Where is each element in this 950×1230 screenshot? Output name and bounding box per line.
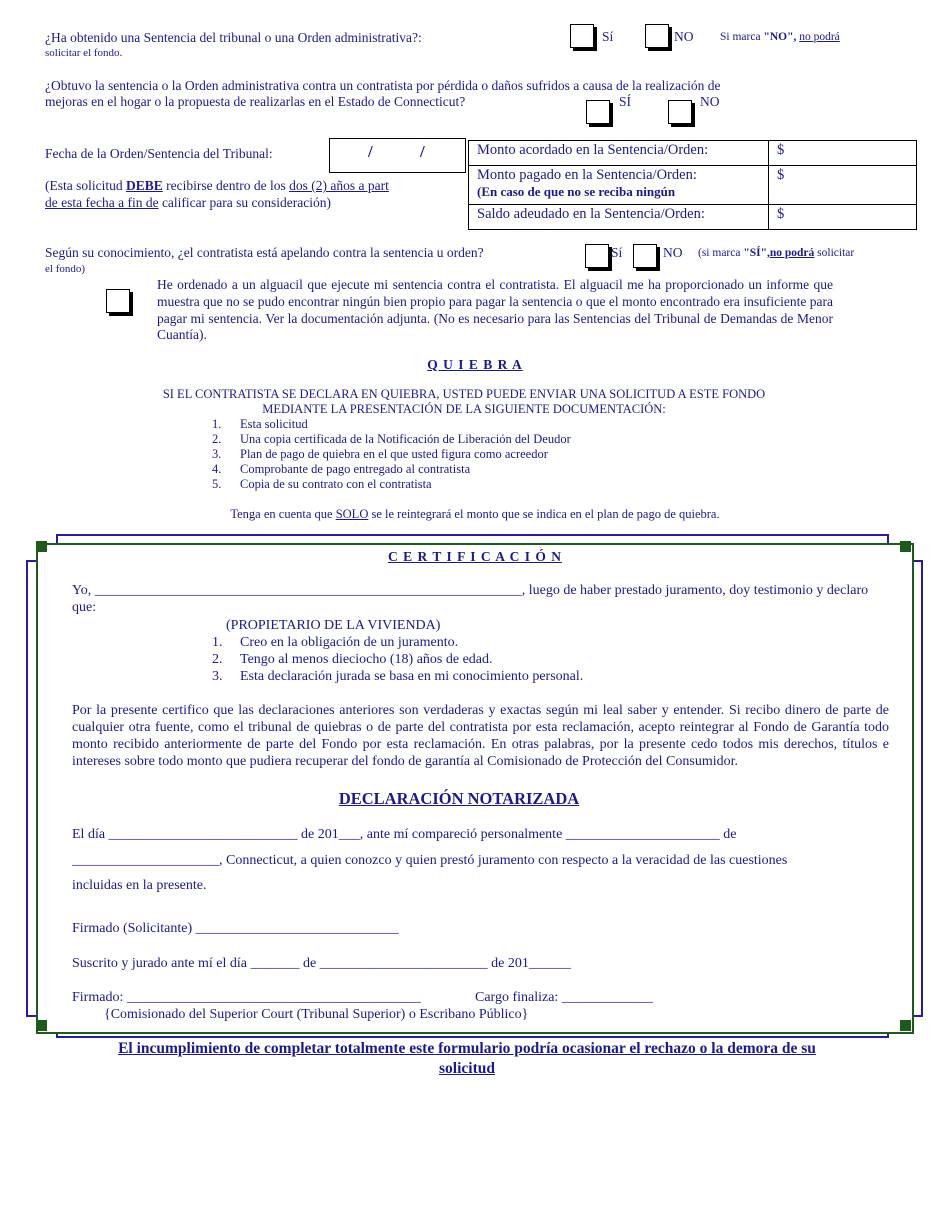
bankruptcy-note-b: se le reintegrará el monto que se indica en el plan de pago de quiebra.: [368, 507, 720, 521]
date-note-must: DEBE: [126, 178, 163, 193]
list-number: 4.: [212, 462, 222, 476]
date-note-a: (Esta solicitud: [45, 178, 126, 193]
corner-square-icon: [900, 1020, 911, 1031]
list-number: 5.: [212, 477, 222, 491]
amount-sublabel: (En caso de que no se reciba ningún: [477, 184, 676, 199]
list-number: 2.: [212, 652, 223, 667]
list-text: Plan de pago de quiebra en el que usted figura como acreedor: [240, 447, 548, 461]
date-note-line2-u: de esta fecha a fin de: [45, 195, 159, 210]
certification-title: C E R T I F I C A C I Ó N: [387, 549, 563, 564]
q1-yes-checkbox[interactable]: [570, 24, 594, 48]
amount-row: [469, 166, 917, 205]
certification-paragraph: Por la presente certifico que las declaraciones anteriores son verdaderas y exactas según mi leal saber y entender. Si recibo dinero de parte de cualquier otra fuente, como el tribunal de quiebras o de parte del contratista por esta reclamación, acepto reintegrar al Fondo de Garantía todo monto recibido anteriormente de parte del Fondo por esta reclamación. En otras palabras, por la presente cedo todos mis derechos, títulos e intereses sobre todo monto que pudiera recuperar del fondo de garantía al Comisionado de Protección del Consumidor.: [72, 703, 889, 769]
bankruptcy-note: [0, 507, 950, 522]
certification-owner: (PROPIETARIO DE LA VIVIENDA): [226, 618, 441, 633]
certification-oath-line1: Yo, _____________________________________________________________, luego de haber prestado juramento, doy testimonio y declaro: [72, 583, 869, 598]
q2-line1: ¿Obtuvo la sentencia o la Orden administrativa contra un contratista por pérdida o daños sufridos a causa de la realización de: [45, 78, 721, 93]
list-item: [212, 462, 571, 477]
marshal-checkbox[interactable]: [106, 289, 130, 313]
list-item: [212, 417, 571, 432]
sworn-field[interactable]: Suscrito y jurado ante mí el día _______ de ________________________ de 201______: [72, 956, 571, 971]
notary-line1: El día ___________________________ de 201___, ante mí compareció personalmente ______________________ de: [72, 827, 737, 842]
notary-line2: _____________________, Connecticut, a quien conozco y quien prestó juramento con respecto a la veracidad de las cuestiones: [72, 853, 788, 868]
amount-value[interactable]: $: [769, 166, 917, 205]
bankruptcy-list: [212, 417, 571, 492]
notary-line3: incluidas en la presente.: [72, 878, 207, 893]
footer-line2: solicitud: [439, 1060, 495, 1077]
date-input-box[interactable]: [329, 138, 466, 173]
q3-yes-checkbox[interactable]: [585, 244, 609, 268]
office-expires-field[interactable]: Cargo finaliza: _____________: [475, 990, 653, 1005]
list-text: Tengo al menos dieciocho (18) años de edad.: [240, 652, 493, 667]
amount-row: [469, 141, 917, 166]
q3-note-post: solicitar: [814, 247, 855, 259]
certification-oath-line2: que:: [72, 600, 97, 615]
list-text: Esta solicitud: [240, 417, 308, 431]
date-slash-2: /: [420, 142, 425, 161]
list-number: 3.: [212, 447, 222, 461]
bankruptcy-title: Q U I E B R A: [427, 357, 523, 372]
q1-no-label: NO: [674, 29, 694, 44]
list-text: Esta declaración jurada se basa en mi conocimiento personal.: [240, 669, 584, 684]
certification-list: [212, 634, 583, 685]
q1-no-checkbox[interactable]: [645, 24, 669, 48]
date-note-years: dos (2) años a part: [289, 178, 389, 193]
list-number: 1.: [212, 635, 223, 650]
date-slash-1: /: [368, 142, 373, 161]
q3-no-label: NO: [663, 245, 683, 260]
q3-note-underline: no podrá: [769, 247, 815, 259]
amount-label: Monto acordado en la Sentencia/Orden:: [469, 141, 769, 166]
date-label: Fecha de la Orden/Sentencia del Tribunal:: [45, 146, 273, 161]
list-number: 2.: [212, 432, 222, 446]
corner-square-icon: [36, 1020, 47, 1031]
footer-line1: El incumplimiento de completar totalmente este formulario podría ocasionar el rechazo o la demora de su: [118, 1040, 816, 1057]
q3-yes-label: Sí: [611, 245, 623, 260]
signed-field[interactable]: Firmado: __________________________________________: [72, 990, 421, 1005]
list-text: Comprobante de pago entregado al contratista: [240, 462, 471, 476]
notary-title: DECLARACIÓN NOTARIZADA: [338, 789, 580, 808]
list-item: [212, 432, 571, 447]
notary-commissioner: {Comisionado del Superior Court (Tribunal Superior) o Escribano Público}: [104, 1007, 529, 1022]
list-text: Copia de su contrato con el contratista: [240, 477, 432, 491]
amounts-table: [468, 140, 917, 230]
list-text: Creo en la obligación de un juramento.: [240, 635, 459, 650]
q2-no-label: NO: [700, 94, 720, 109]
list-item: [212, 651, 583, 668]
list-item: [212, 447, 571, 462]
q1-question: ¿Ha obtenido una Sentencia del tribunal o una Orden administrativa?:: [45, 30, 422, 45]
bankruptcy-note-a: Tenga en cuenta que: [230, 507, 336, 521]
bankruptcy-note-only: SOLO: [335, 507, 369, 521]
amount-label-cell: [469, 166, 769, 205]
amount-value[interactable]: $: [769, 205, 917, 230]
q3-question: Según su conocimiento, ¿el contratista está apelando contra la sentencia u orden?: [45, 245, 484, 260]
frame-bottom-line: [56, 1036, 889, 1038]
amount-label: Saldo adeudado en la Sentencia/Orden:: [469, 205, 769, 230]
date-note-line2: [45, 195, 331, 211]
q3-note: [698, 246, 854, 261]
q1-yes-label: Sí: [602, 29, 614, 44]
date-note-line2-text: calificar para su consideración): [158, 195, 331, 210]
q3-line2: el fondo): [45, 263, 86, 275]
list-number: 1.: [212, 417, 222, 431]
bankruptcy-line1: SI EL CONTRATISTA SE DECLARA EN QUIEBRA, USTED PUEDE ENVIAR UNA SOLICITUD A ESTE FONDO: [162, 387, 766, 401]
date-note-b: recibirse dentro de los: [162, 178, 290, 193]
q2-no-checkbox[interactable]: [668, 100, 692, 124]
q2-yes-label: SÍ: [619, 94, 632, 109]
date-note-line1: [45, 178, 453, 194]
list-number: 3.: [212, 669, 223, 684]
amount-value[interactable]: $: [769, 141, 917, 166]
list-item: [212, 477, 571, 492]
list-item: [212, 668, 583, 685]
q1-question-cont: solicitar el fondo.: [45, 47, 123, 59]
signed-applicant-field[interactable]: Firmado (Solicitante) _____________________________: [72, 921, 399, 936]
bankruptcy-line2: MEDIANTE LA PRESENTACIÓN DE LA SIGUIENTE DOCUMENTACIÓN:: [262, 402, 666, 416]
amount-row: [469, 205, 917, 230]
q1-note-pre: Si marca: [720, 31, 764, 43]
q1-note-bold: "NO",: [763, 31, 797, 43]
q1-note: [720, 30, 840, 45]
marshal-text: He ordenado a un alguacil que ejecute mi sentencia contra el contratista. El alguacil me ha proporcionado un informe que muestra que no se pudo encontrar ningún bien propio para pagar la sentencia o que el monto encontrado era insuficiente para pagar mi sentencia. Ver la documentación adjunta. (No es necesario para las Sentencias del Tribunal de Demandas de Menor Cuantía).: [157, 277, 833, 343]
q2-yes-checkbox[interactable]: [586, 100, 610, 124]
list-item: [212, 634, 583, 651]
list-text: Una copia certificada de la Notificación de Liberación del Deudor: [240, 432, 571, 446]
q3-note-bold: "SÍ",: [743, 247, 770, 259]
amount-label: Monto pagado en la Sentencia/Orden:: [477, 167, 697, 183]
q1-note-underline: no podrá: [799, 31, 840, 43]
q3-no-checkbox[interactable]: [633, 244, 657, 268]
frame-top-line: [56, 534, 889, 536]
q3-note-pre: (si marca: [698, 247, 744, 259]
q2-line2: mejoras en el hogar o la propuesta de realizarlas en el Estado de Connecticut?: [45, 94, 466, 109]
